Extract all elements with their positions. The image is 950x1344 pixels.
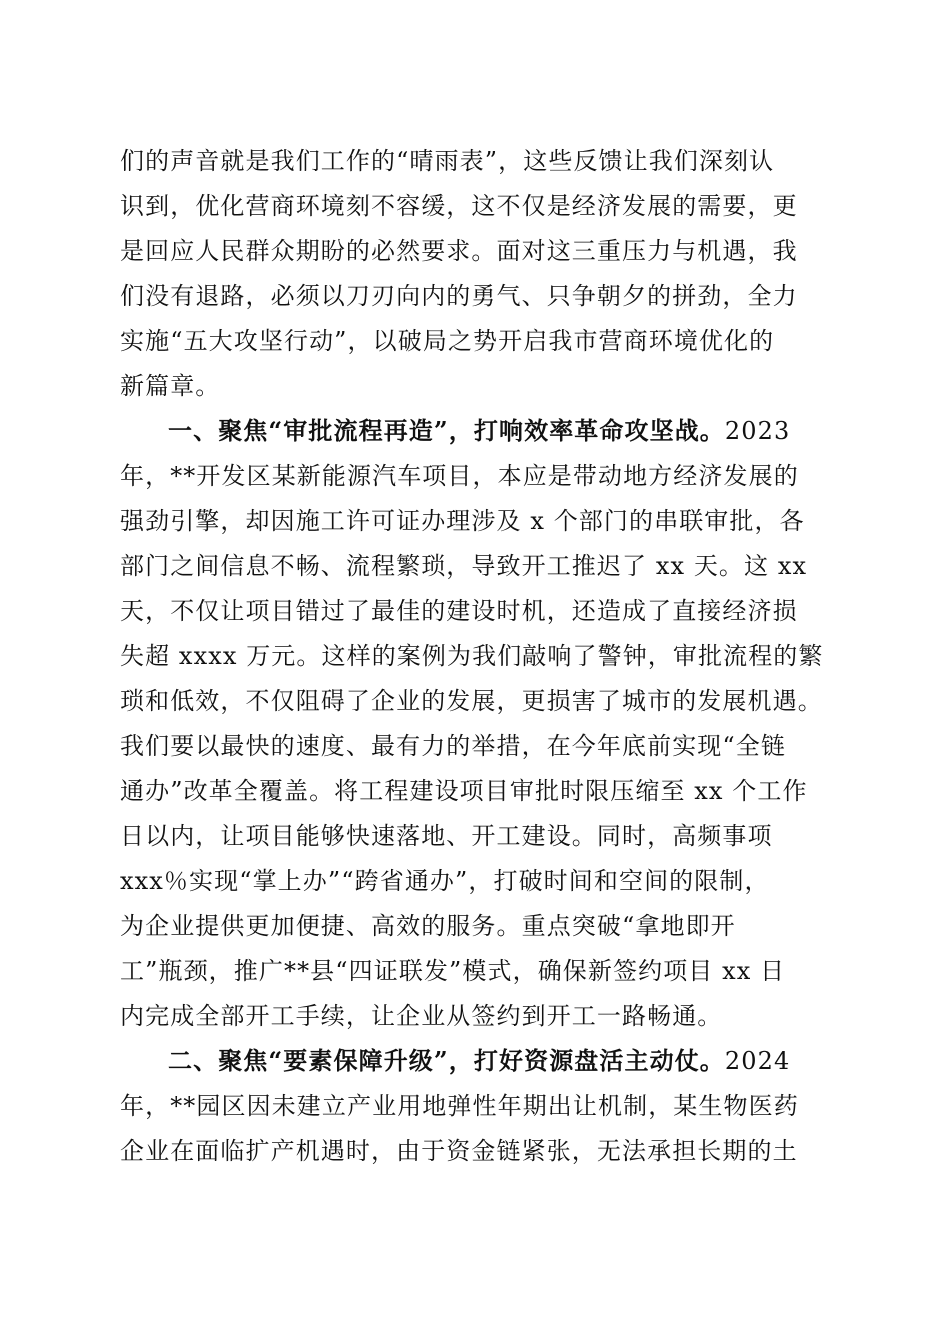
paragraph-line: 强劲引擎，却因施工许可证办理涉及 x 个部门的串联审批，各 bbox=[120, 507, 805, 535]
section-heading-continuation: 2024 bbox=[724, 1047, 791, 1075]
paragraph-line: 为企业提供更加便捷、高效的服务。重点突破“拿地即开 bbox=[120, 912, 736, 940]
paragraph-line: 失超 xxxx 万元。这样的案例为我们敲响了警钟，审批流程的繁 bbox=[120, 642, 824, 670]
section-heading-line bbox=[168, 1046, 840, 1076]
paragraph-line: 新篇章。 bbox=[120, 372, 221, 400]
paragraph-line: 日以内，让项目能够快速落地、开工建设。同时，高频事项 bbox=[120, 822, 773, 850]
section-heading: 二、聚焦“要素保障升级”，打好资源盘活主动仗。 bbox=[168, 1046, 725, 1075]
paragraph-line: 们没有退路，必须以刀刃向内的勇气、只争朝夕的拼劲，全力 bbox=[120, 282, 798, 310]
paragraph-line: 企业在面临扩产机遇时，由于资金链紧张，无法承担长期的土 bbox=[120, 1137, 798, 1165]
paragraph-line: 是回应人民群众期盼的必然要求。面对这三重压力与机遇，我 bbox=[120, 237, 798, 265]
paragraph-line: 我们要以最快的速度、最有力的举措，在今年底前实现“全链 bbox=[120, 732, 786, 760]
section-heading-line bbox=[168, 416, 840, 446]
paragraph-line: xxx％实现“掌上办”“跨省通办”，打破时间和空间的限制， bbox=[120, 867, 770, 895]
paragraph-line: 识到，优化营商环境刻不容缓，这不仅是经济发展的需要，更 bbox=[120, 192, 798, 220]
paragraph-line: 通办”改革全覆盖。将工程建设项目审批时限压缩至 xx 个工作 bbox=[120, 777, 808, 805]
paragraph-line: 实施“五大攻坚行动”，以破局之势开启我市营商环境优化的 bbox=[120, 327, 775, 355]
section-heading-continuation: 2023 bbox=[724, 417, 791, 445]
paragraph-line: 琐和低效，不仅阻碍了企业的发展，更损害了城市的发展机遇。 bbox=[120, 687, 823, 715]
paragraph-line: 内完成全部开工手续，让企业从签约到开工一路畅通。 bbox=[120, 1002, 723, 1030]
paragraph-line: 工”瓶颈，推广**县“四证联发”模式，确保新签约项目 xx 日 bbox=[120, 957, 786, 985]
paragraph-line: 部门之间信息不畅、流程繁琐，导致开工推迟了 xx 天。这 xx bbox=[120, 552, 808, 580]
paragraph-line: 年，**园区因未建立产业用地弹性年期出让机制，某生物医药 bbox=[120, 1092, 799, 1120]
paragraph-line: 天，不仅让项目错过了最佳的建设时机，还造成了直接经济损 bbox=[120, 597, 798, 625]
section-heading: 一、聚焦“审批流程再造”，打响效率革命攻坚战。 bbox=[168, 416, 725, 445]
paragraph-line: 年，**开发区某新能源汽车项目，本应是带动地方经济发展的 bbox=[120, 462, 799, 490]
paragraph-line: 们的声音就是我们工作的“晴雨表”，这些反馈让我们深刻认 bbox=[120, 147, 775, 175]
